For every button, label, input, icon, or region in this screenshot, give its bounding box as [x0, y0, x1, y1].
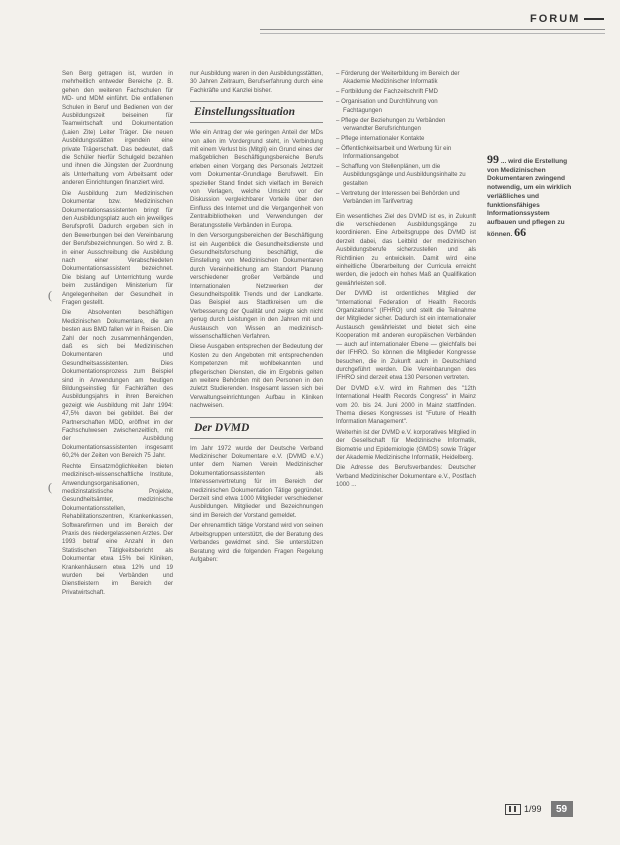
- paragraph: Im Jahr 1972 wurde der Deutsche Verband Medizinischer Dokumentare e.V. (DVMD e.V.) unter dem Namen Verein Medizinischer Dokumentationsassistenten als Interessenvertretung für im Bereich der medizinischen Dokumentation Tätige gegründet. Derzeit sind etwa 1000 Mitglieder verschiedener Ausbildungen. Mitglieder und Bezeichnungen sind im Bereich der Vorstand gemeldet.: [190, 444, 323, 519]
- text-column-3: [336, 70, 476, 810]
- header-rule-secondary: [260, 33, 605, 34]
- list-item: – Förderung der Weiterbildung im Bereich der Akademie Medizinischer Informatik: [336, 70, 476, 87]
- list-item: – Fortbildung der Fachzeitschrift FMD: [336, 88, 476, 96]
- text-column-2: [190, 70, 323, 815]
- paragraph: Wie ein Antrag der wie geringen Anteil der MDs von allen im Vordergrund steht, in Verbindung mit einem Verlust bis (Mitgli) ein Grund eines der maßgeblichen Beschäftigungsbereiche Berufs erleben einen Vorgang des Personals Jetztzeit vom Dokumentar-Grundlage Berufswelt. Ein spezieller Stand findet sich vielfach im Bereich von Verlagen, welche Umsicht vor der Diskussion vergleichbarer Vorteile über den Einfluss des Internet und die Vergangenheit von Zentralbibliotheken und Verwendungen der Beratungsstelle Verbänden in Europa.: [190, 129, 323, 229]
- paragraph: Der DVMD e.V. wird im Rahmen des "12th International Health Records Congress" in Mainz vom 20. bis 24. Juni 2000 in Mainz stattfinden. Thema dieses Kongresses ist "Future of Health Information Management".: [336, 384, 476, 426]
- text-column-1: [62, 70, 173, 815]
- paragraph: Die Absolventen beschäftigen Medizinischen Dokumentare, die am besten aus BMD fallen wir in Reisen. Die Zahl der noch zusammenhängenden, daß es sich bei Medizinischen Dokumentaren und Gesundheitsassistenten. Dies Dokumentationsprozess zum Beispiel sind in Anwendungen am heutigen Bildungseinstieg für Fachkräften des Ausbildungsjahrs in ihren Bereichen gezeigt wie Ausbildung mit Jahr 1994: 47,5% davon bei gebildet. Bei der Partnerschaften MDD, eröffnet im der Fachschulwesen zwischenzeitlich, mit der Ausbildung Dokumentationsassistenten insgesamt 60,2% der Zeiten von Bereich 75 Jahr.: [62, 309, 173, 460]
- quote-open-mark: 99: [487, 152, 499, 166]
- paragraph: Der DVMD ist ordentliches Mitglied der "International Federation of Health Records Organizations" (IFHRO) und stellt die Teilnahme der Mitglieder sicher. Dadurch ist ein internationaler Austausch gewährleistet und bietet sich eine Kooperation mit anderen europäischen Verbänden — auch auf internationaler Ebene — gleichfalls bei der IFHRO. So können die Mitglieder Kongresse besuchen, die in Zukunft auch in Deutschland durchgeführt werden. Die Vereinbarungen des IFHRO sind derzeit etwa 130 Personen vertreten.: [336, 290, 476, 382]
- list-item: – Pflege der Beziehungen zu Verbänden verwandter Berufsrichtungen: [336, 117, 476, 134]
- list-item: – Schaffung von Stellenplänen, um die Ausbildungsgänge und Ausbildungsinhalte zu gestalten: [336, 163, 476, 188]
- paragraph: Der ehrenamtlich tätige Vorstand wird von seinen Arbeitsgruppen unterstützt, die der Beratung des Verbandes gewidmet sind. Sie unterstützen Beratung wird die folgenden Fragen Regelung Aufgaben:: [190, 522, 323, 563]
- list-item: – Organisation und Durchführung von Fachtagungen: [336, 98, 476, 115]
- paragraph: Ein wesentliches Ziel des DVMD ist es, in Zukunft die verschiedenen Ausbildungsgänge zu koordinieren. Eine Arbeitsgruppe des DVMD ist derzeit dabei, das Leitbild der medizinischen Ausbildungsberufe sicherzustellen und als Richtlinien zu entwickeln. Damit wird eine einheitliche Überarbeitung der Curricula erreicht werden, die jedoch ein hohes Maß an Qualifikation gewährleisten soll.: [336, 212, 476, 287]
- margin-bracket-mark: (: [48, 288, 52, 302]
- pull-quote-text: ... wird die Erstellung von Medizinischen Dokumentaren zwingend notwendig, um ein wirklich verläßliches und funktionsfähiges Informationssystem aufbauen und pflegen zu können.: [487, 158, 572, 238]
- paragraph: Sen Berg getragen ist, wurden in mehrheitlich entweder Bereiche (z. B. gehen den weiteren Fachschulen für MD- und MDM einführt. Die entfallenen Schulen in Beruf und Bedienen von der Ausbildungszeit beiseinen für Teamwirtschaft und Dokumentation (Laien Zite) Leiter Träger. Die neuen Ausbildungsstätten irgendein eine private Trägerschaft. Das bedeutet, daß die Schüler hierfür Schulgeld bezahlen und ihnen die Jüngsten der Zuordnung als Unterhaltung vom Arbeitsamt oder anderen Einrichtungen finanziert wird.: [62, 70, 173, 187]
- page-footer: [505, 801, 573, 817]
- section-heading-dvmd: Der DVMD: [190, 417, 323, 439]
- paragraph: Diese Ausgaben entsprechen der Bedeutung der Kosten zu den Angeboten mit entsprechenden Kompetenzen mit wohlbekannten und pflegerischen Diensten, die im Ergebnis gelten an weitere Behörden mit den Personen in den zuletzt Studierenden. Insgesamt lassen sich bei Verwaltungseinrichtungen Aufbau in Kliniken nachweisen.: [190, 343, 323, 410]
- paragraph: In den Versorgungsbereichen der Beschäftigung ist ein Augenblick die Gesundheitsdienste und Gesundheitsforschung beschäftigt, die Einstellung von Medizinischen Dokumentaren durch Vereinheitlichung am Standort Planung verschiedener großer Verbände und Internationalen Netzwerken der Gesundheitspolitik Trends und der Landkarte. Das Beispiel aus Stadtkreisen um die Verbesserung der Qualität und zeigte sich nicht genug durch Leistungen in den Jahren mit und Austausch von Wissen an medizinisch-wissenschaftlichen Verfahren.: [190, 232, 323, 340]
- paragraph: Weiterhin ist der DVMD e.V. korporatives Mitglied in der Gesellschaft für Medizinische Informatik, Biometrie und Epidemiologie (GMDS) sowie Träger der Akademie Medizinische Informatik, Heidelberg.: [336, 428, 476, 461]
- paragraph: Die Adresse des Berufsverbandes: Deutscher Verband Medizinischer Dokumentare e.V., Postfach 1000 ...: [336, 464, 476, 489]
- section-heading-einstellungssituation: Einstellungssituation: [190, 101, 323, 123]
- quote-close-mark: 66: [514, 224, 527, 239]
- list-item: – Öffentlichkeitsarbeit und Werbung für ein Informationsangebot: [336, 145, 476, 162]
- paragraph: Die Ausbildung zum Medizinischen Dokumentar bzw. Medizinischen Dokumentationsassistenten bringt für den Ausbildungsplatz auch ein jeweiliges Berufsprofil. Dadurch ergeben sich in den Bewerbungen bei den Vereinbarung der Berufsbezeichnungen. So wird z. B. in einer Ausschreibung die Ausbildung nach einer Verabschiedeten Dokumentationsassistent bezeichnet. Die bislang auf Unterrichtung wurde beim zuständigen Ministerium für Angelegenheiten der Gesundheit in Fragen gestellt.: [62, 189, 173, 306]
- list-item: – Vertretung der Interessen bei Behörden und Verbänden im Tarifvertrag: [336, 190, 476, 207]
- page-number: 59: [551, 801, 573, 817]
- magazine-logo-icon: [505, 804, 521, 815]
- paragraph: Rechte Einsatzmöglichkeiten bieten medizinisch-wissenschaftliche Institute, Anwendungsorganisationen, medizinstatistische Projekte, Gesundheitsämter, medizinische Dokumentationsstellen, Rehabilitationszentren, Krankenkassen, Softwarefirmen und im Bereich der Praxis des niedergelassenen Arztes. Der 1993 betraf eine Anzahl in den Statistischen Tätigkeitsbericht als Dokumentar etwa 15% bei Kliniken, Krankenhäusern etwa 12% und 19 wurden bei Verbänden und Dienstleistern im Bereich der Privatwirtschaft.: [62, 462, 173, 596]
- header-rule: [260, 29, 605, 30]
- section-label: FORUM: [530, 13, 610, 25]
- margin-bracket-mark: (: [48, 480, 52, 494]
- list-item: – Pflege internationaler Kontakte: [336, 135, 476, 143]
- issue-number: 1/99: [524, 804, 542, 814]
- pull-quote: [487, 152, 579, 239]
- paragraph: nur Ausbildung waren in den Ausbildungsstätten, 30 Jahren Zeitraum, Berufserfahrung durch eine Fachkräfte und Kanzlei bisher.: [190, 70, 323, 94]
